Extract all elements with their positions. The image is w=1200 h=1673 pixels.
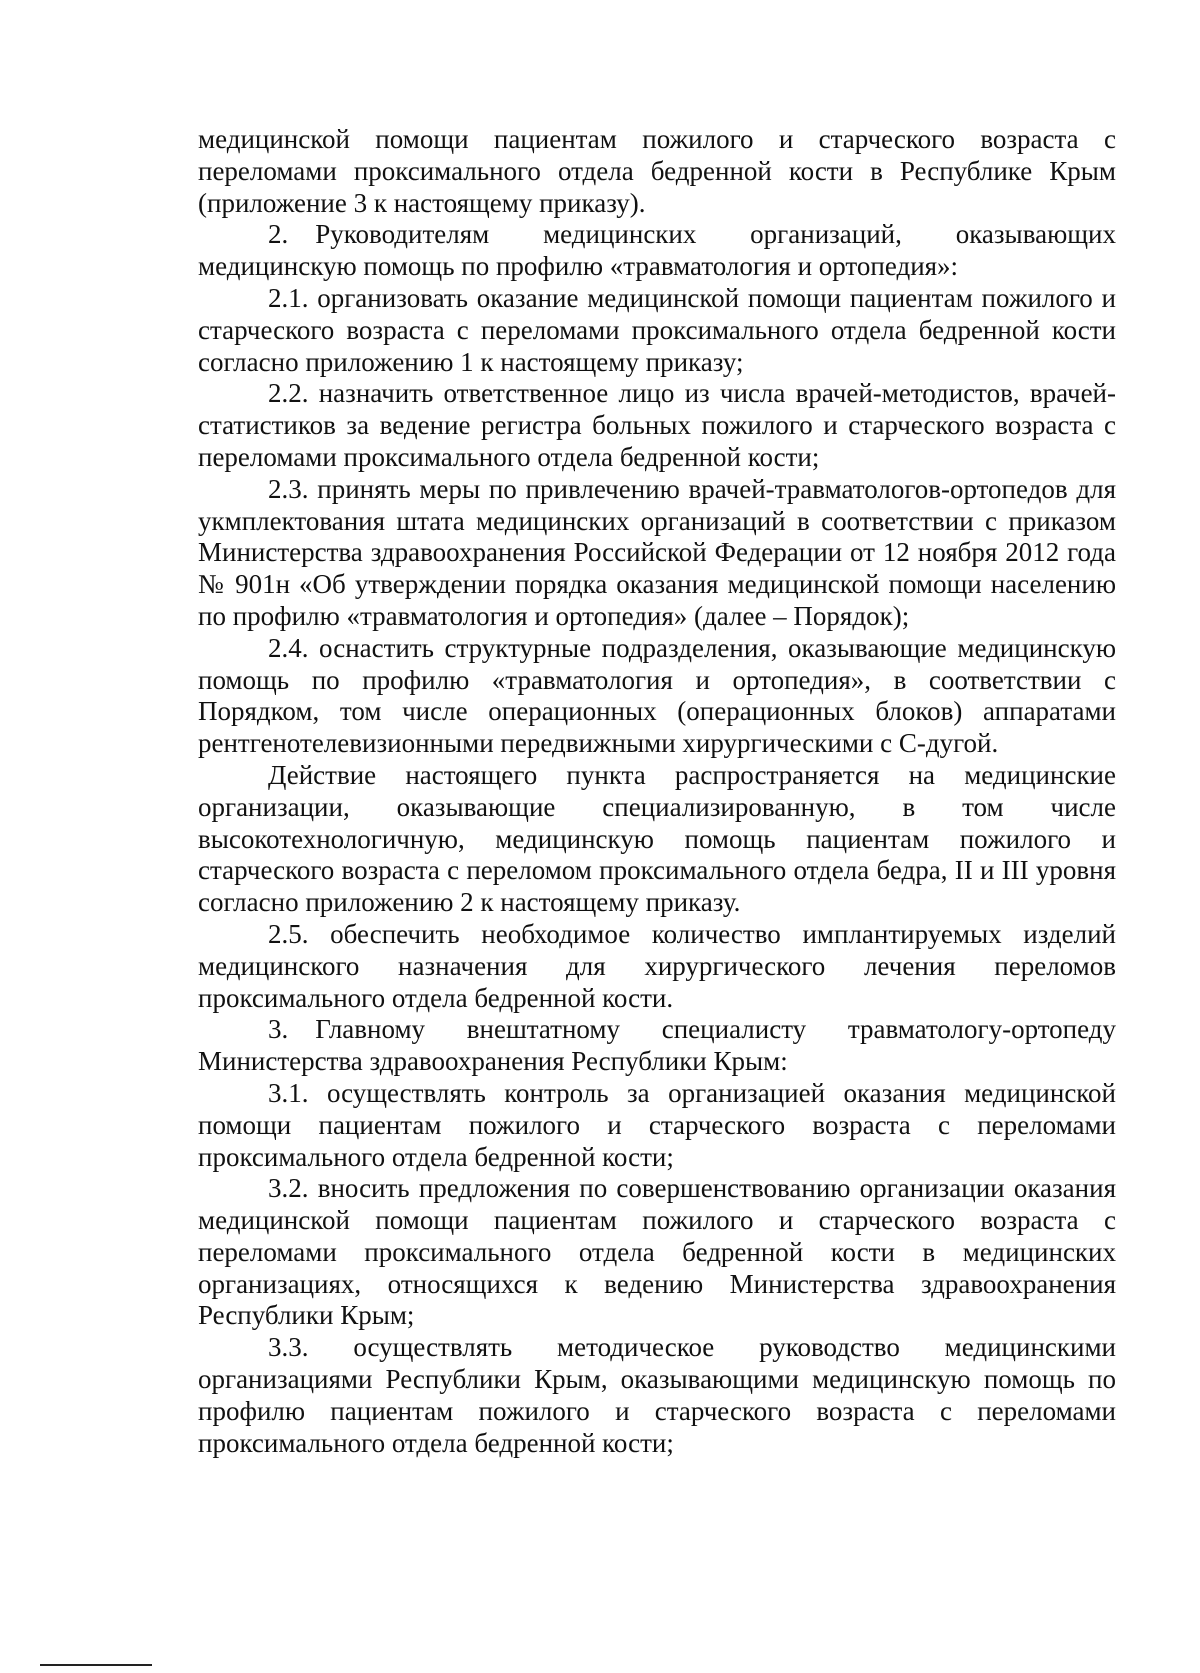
paragraph-item-3-3: 3.3. осуществлять методическое руководство медицинскими организациями Республики Крым, оказывающими медицинскую помощь по профилю пациентам пожилого и старческого возраста с переломами проксимального отдела бедренной кости;	[198, 1332, 1116, 1458]
paragraph-item-2-5: 2.5. обеспечить необходимое количество имплантируемых изделий медицинского назначения для хирургического лечения переломов проксимального отдела бедренной кости.	[198, 918, 1116, 1013]
paragraph-item-2-1: 2.1. организовать оказание медицинской помощи пациентам пожилого и старческого возраста с переломами проксимального отдела бедренной кости согласно приложению 1 к настоящему приказу;	[198, 282, 1116, 377]
paragraph-item-3: 3. Главному внештатному специалисту травматологу-ортопеду Министерства здравоохранения Республики Крым:	[198, 1014, 1116, 1077]
paragraph-item-2: 2. Руководителям медицинских организаций, оказывающих медицинскую помощь по профилю «травматология и ортопедия»:	[198, 219, 1116, 282]
paragraph-scope-note: Действие настоящего пункта распространяется на медицинские организации, оказывающие специализированную, в том числе высокотехнологичную, медицинскую помощь пациентам пожилого и старческого возраста с переломом проксимального отдела бедра, II и III уровня согласно приложению 2 к настоящему приказу.	[198, 759, 1116, 918]
paragraph-item-2-3: 2.3. принять меры по привлечению врачей-травматологов-ортопедов для укмплектования штата медицинских организаций в соответствии с приказом Министерства здравоохранения Российской Федерации от 12 ноября 2012 года № 901н «Об утверждении порядка оказания медицинской помощи населению по профилю «травматология и ортопедия» (далее – Порядок);	[198, 473, 1116, 631]
paragraph-item-3-2: 3.2. вносить предложения по совершенствованию организации оказания медицинской помощи пациентам пожилого и старческого возраста с переломами проксимального отдела бедренной кости в медицинских организациях, относящихся к ведению Министерства здравоохранения Республики Крым;	[198, 1173, 1116, 1331]
document-body	[198, 124, 1116, 1459]
scan-edge-mark	[40, 1664, 152, 1666]
paragraph-item-2-4: 2.4. оснастить структурные подразделения, оказывающие медицинскую помощь по профилю «травматология и ортопедия», в соответствии с Порядком, том числе операционных (операционных блоков) аппаратами рентгенотелевизионными передвижными хирургическими с С-дугой.	[198, 632, 1116, 759]
paragraph-item-2-2: 2.2. назначить ответственное лицо из числа врачей-методистов, врачей- статистиков за ведение регистра больных пожилого и старческого возраста с переломами проксимального отдела бедренной кости;	[198, 378, 1116, 472]
paragraph-item-3-1: 3.1. осуществлять контроль за организацией оказания медицинской помощи пациентам пожилого и старческого возраста с переломами проксимального отдела бедренной кости;	[198, 1077, 1116, 1172]
paragraph-intro-continuation: медицинской помощи пациентам пожилого и старческого возраста с переломами проксимального отдела бедренной кости в Республике Крым (приложение 3 к настоящему приказу).	[198, 124, 1116, 218]
